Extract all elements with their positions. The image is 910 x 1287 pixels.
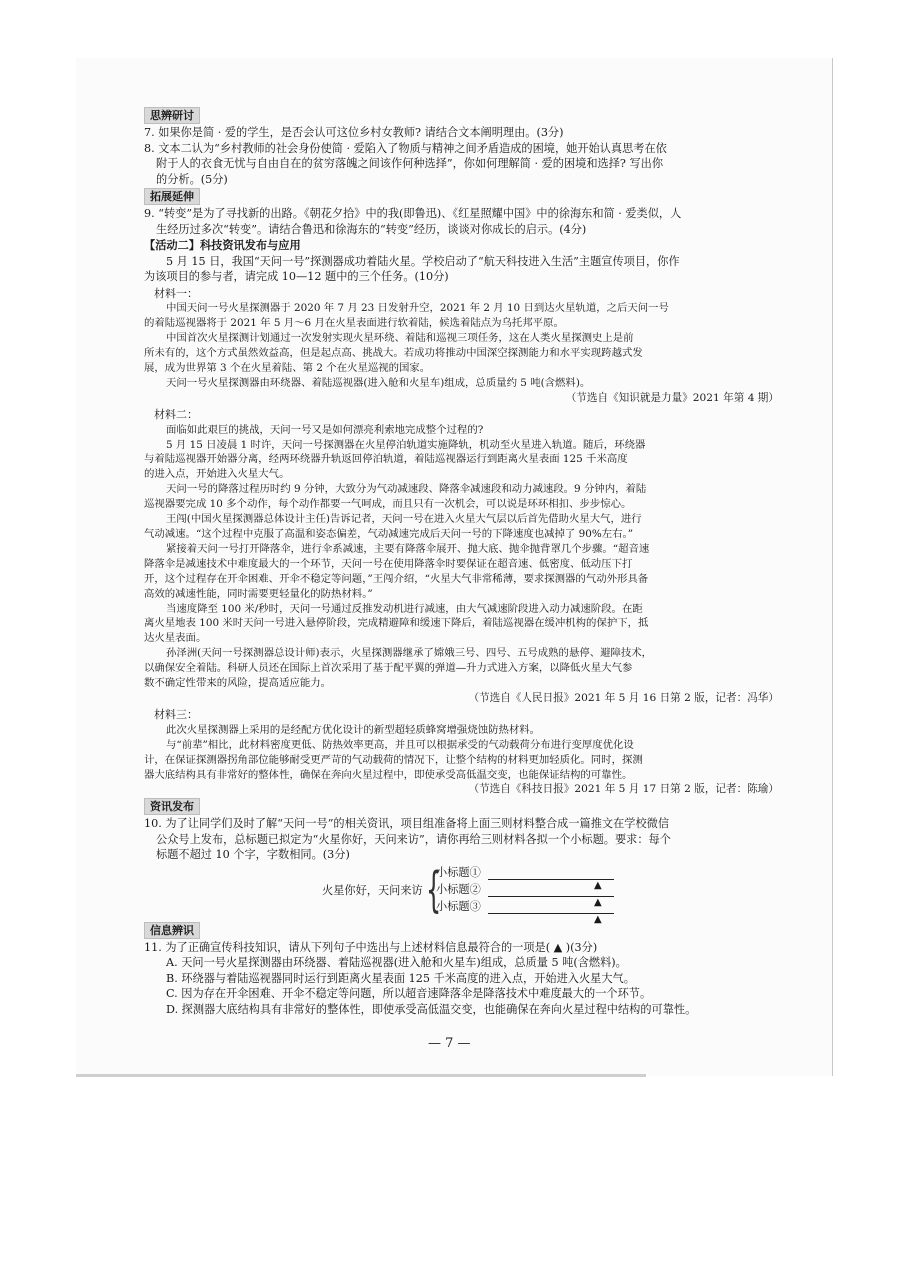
section-header-extension: 拓展延伸 <box>144 188 200 205</box>
material-text: 当速度降至 100 米/秒时，天问一号通过反推发动机进行减速，由大气减速阶段进入动力减速阶段。在距 <box>166 602 643 615</box>
material-text: 5 月 15 日凌晨 1 时许，天问一号探测器在火星停泊轨道实施降轨，机动至火星进入轨道。随后，环绕器 <box>166 438 646 451</box>
question-8-line: 附于人的衣食无忧与自由自在的贫穷落魄之间该作何种选择”，你如何理解简 · 爱的困境和选择? 写出你 <box>156 157 664 170</box>
section-header-info-identify: 信息辨识 <box>144 922 200 939</box>
question-8-line: 的分析。(5分) <box>156 172 228 186</box>
choice-c[interactable]: C. 因为存在开伞困难、开伞不稳定等问题，所以超音速降落伞是降落技术中难度最大的一个环节。 <box>166 987 652 1001</box>
material-text: 孙泽洲(天问一号探测器总设计师)表示，火星探测器继承了嫦娥三号、四号、五号成熟的悬停、避障技术， <box>166 647 653 660</box>
question-9-line: 生经历过多次“转变”。请结合鲁迅和徐海东的“转变”经历，谈谈对你成长的启示。(4分) <box>156 222 587 236</box>
material-text: 中国天问一号火星探测器于 2020 年 7 月 23 日发射升空，2021 年 2 月 10 日到达火星轨道，之后天问一号 <box>166 302 669 315</box>
choice-a[interactable]: A. 天问一号火星探测器由环绕器、着陆巡视器(进入舱和火星车)组成，总质量 5 吨(含燃料)。 <box>166 956 627 970</box>
material-1 <box>144 287 779 406</box>
question-11-stem: 11. 为了正确宣传科技知识，请从下列句子中选出与上述材料信息最符合的一项是( ▲ )(3分) <box>144 940 598 954</box>
material-text: 计，在保证探测器拐角部位能够耐受更严苛的气动载荷的情况下，让整个结构的材料更加轻质化。同时，探测 <box>144 753 643 766</box>
triangle-icon: ▲ <box>594 913 602 925</box>
question-10-line: 标题不超过 10 个字，字数相同。(3分) <box>156 848 350 862</box>
subtitle-label: 小标题① <box>436 865 481 879</box>
material-text: 展，成为世界第 3 个在火星着陆、第 2 个在火星巡视的国家。 <box>144 362 431 375</box>
material-text: 王闯(中国火星探测器总体设计主任)告诉记者，天问一号在进入火星大气层以后首先借助火星大气，进行 <box>166 513 642 526</box>
question-10-line: 10. 为了让同学们及时了解“天问一号”的相关资讯，项目组准备将上面三则材料整合成一篇推文在学校微信 <box>144 817 670 831</box>
page-number: — 7 — <box>428 1036 471 1051</box>
choice-b[interactable]: B. 环绕器与着陆巡视器同时运行到距离火星表面 125 千米高度的进入点，开始进入火星大气。 <box>166 971 635 985</box>
material-text: 的着陆巡视器将于 2021 年 5 月～6 月在火星表面进行软着陆，候选着陆点为乌托邦平原。 <box>144 317 564 330</box>
exam-content <box>144 106 779 1017</box>
material-text: 与“前辈”相比，此材料密度更低、防热效率更高，并且可以根据承受的气动载荷分布进行变厚度优化设 <box>166 738 634 751</box>
material-1-title: 材料一： <box>154 286 198 300</box>
question-8-line: 8. 文本二认为“乡村教师的社会身份使简 · 爱陷入了物质与精神之间矛盾造成的困境，她开始认真思考在依 <box>144 141 667 155</box>
brace-icon: { <box>426 861 442 918</box>
main-title: 火星你好，天问来访 <box>322 883 423 897</box>
question-7: 7. 如果你是简 · 爱的学生，是否会认可这位乡村女教师? 请结合文本阐明理由。(3分) <box>144 126 564 139</box>
question-10-line: 公众号上发布，总标题已拟定为“火星你好，天问来访”，请你再给三则材料各拟一个小标题。要求：每个 <box>156 832 671 846</box>
material-text: 所未有的，这个方式虽然效益高，但是起点高、挑战大。若成功将推动中国深空探测能力和水平实现跨越式发 <box>144 347 643 360</box>
triangle-icon: ▲ <box>594 879 602 891</box>
material-text: 紧接着天问一号打开降落伞，进行伞系减速，主要有降落伞展开、抛大底、抛伞抛背罩几个步骤。“超音速 <box>166 542 650 555</box>
activity-2-intro: 5 月 15 日，我国“天问一号”探测器成功着陆火星。学校启动了“航天科技进入生活”主题宣传项目，你作 <box>166 254 680 268</box>
triangle-icon: ▲ <box>594 896 602 908</box>
material-text: 气动减速。“这个过程中克服了高温和姿态偏差，气动减速完成后天问一号的下降速度也减掉了 90%左右。” <box>144 528 634 540</box>
material-text: 以确保安全着陆。科研人员还在国际上首次采用了基于配平翼的弹道—升力式进入方案，以降低火星大气参 <box>144 662 633 675</box>
subtitle-label: 小标题② <box>436 882 481 896</box>
material-text: 面临如此艰巨的挑战，天问一号又是如何漂亮利索地完成整个过程的? <box>166 423 484 436</box>
choice-d[interactable]: D. 探测器大底结构具有非常好的整体性，即使承受高低温交变，也能确保在奔向火星过程中结构的可靠性。 <box>166 1002 697 1016</box>
activity-2-title: 【活动二】科技资讯发布与应用 <box>144 239 301 252</box>
material-text: 降落伞是减速技术中难度最大的一个环节，天问一号在使用降落伞时要保证在超音速、低密度、低动压下打 <box>144 557 633 570</box>
answer-blank[interactable] <box>488 879 614 891</box>
material-text: 达火星表面。 <box>144 632 207 645</box>
material-text: 巡视器要完成 10 多个动作，每个动作都要一气呵成，而且只有一次机会，可以说是环环相扣、步步惊心。 <box>144 498 632 511</box>
material-3 <box>144 708 779 797</box>
material-text: 此次火星探测器上采用的是经配方优化设计的新型超轻质蜂窝增强烧蚀防热材料。 <box>166 723 541 736</box>
material-1-source: （节选自《知识就是力量》2021 年第 4 期） <box>565 391 779 404</box>
subtitle-label: 小标题③ <box>436 899 481 913</box>
material-text: 离火星地表 100 米时天问一号进入悬停阶段，完成精避障和缓速下降后，着陆巡视器在缓冲机构的保护下，抵 <box>144 617 649 630</box>
material-text: 的进入点，开始进入火星大气。 <box>144 468 290 481</box>
material-text: 天问一号火星探测器由环绕器、着陆巡视器(进入舱和火星车)组成，总质量约 5 吨(含燃料)。 <box>166 376 591 389</box>
page-shadow <box>76 1074 646 1077</box>
material-text: 器大底结构具有非常好的整体性，确保在奔向火星过程中，即使承受高低温交变，也能保证结构的可靠性。 <box>144 768 633 781</box>
activity-2-intro: 为该项目的参与者，请完成 10—12 题中的三个任务。(10分) <box>144 270 449 283</box>
material-2 <box>144 408 779 706</box>
material-3-source: （节选自《科技日报》2021 年 5 月 17 日第 2 版，记者：陈瑜） <box>468 783 779 796</box>
material-text: 高效的减速性能，同时需要更轻量化的防热材料。” <box>144 587 373 600</box>
material-text: 开，这个过程存在开伞困难、开伞不稳定等问题，”王闯介绍，“火星大气非常稀薄，要求探测器的气动外形具备 <box>144 572 649 585</box>
question-9-line: 9. “转变”是为了寻找新的出路。《朝花夕拾》中的我(即鲁迅)、《红星照耀中国》中的徐海东和简 · 爱类似，人 <box>144 207 682 220</box>
material-2-title: 材料二： <box>154 407 198 421</box>
material-text: 中国首次火星探测计划通过一次发射实现火星环绕、着陆和巡视三项任务，这在人类火星探测史上是前 <box>166 332 634 345</box>
material-text: 数不确定性带来的风险，提高适应能力。 <box>144 677 332 690</box>
material-2-source: （节选自《人民日报》2021 年 5 月 16 日第 2 版，记者：冯华） <box>468 691 779 704</box>
material-text: 与着陆巡视器开始器分离，经两环绕器升轨返回停泊轨道，着陆巡视器运行到距离火星表面 125 千米高度 <box>144 453 628 466</box>
section-header-discussion: 思辨研讨 <box>144 107 200 124</box>
material-text: 天问一号的降落过程历时约 9 分钟，大致分为气动减速段、降落伞减速段和动力减速段。9 分钟内，着陆 <box>166 483 647 496</box>
answer-blank[interactable] <box>488 913 614 925</box>
subtitle-row <box>436 899 602 925</box>
section-header-news-release: 资讯发布 <box>144 798 200 815</box>
material-3-title: 材料三： <box>154 707 198 721</box>
subtitle-answer-block <box>144 861 779 925</box>
answer-blank[interactable] <box>488 896 614 908</box>
